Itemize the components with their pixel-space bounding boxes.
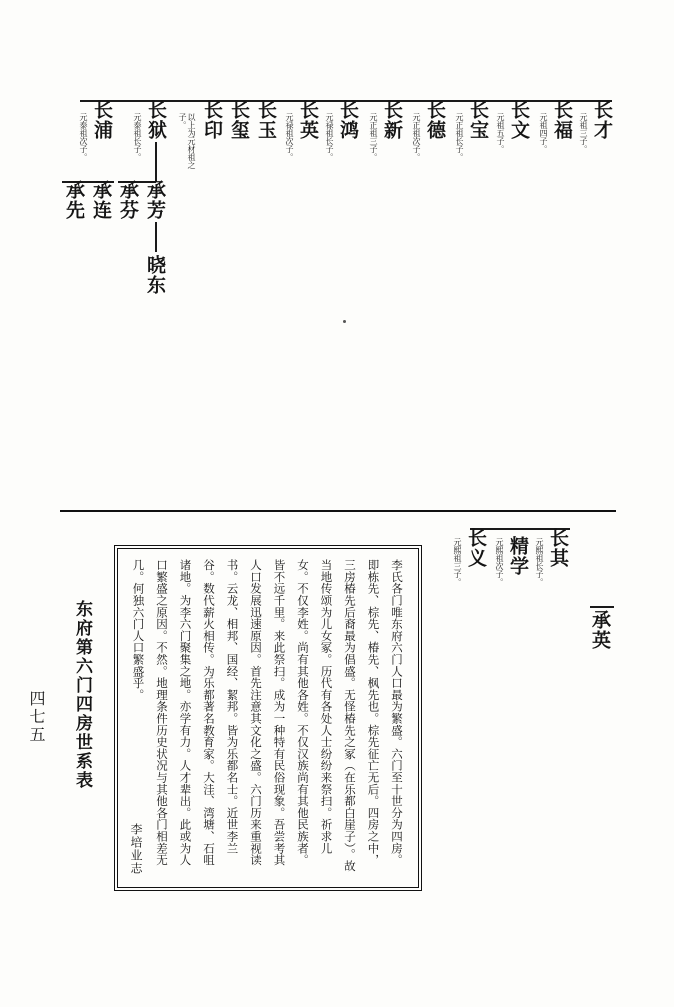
son-name: 承英: [589, 610, 611, 650]
connector-line: [155, 142, 157, 182]
member-note: 元祖三子。: [579, 113, 588, 153]
section-divider: [60, 510, 616, 512]
member-note: 元禄祖长子。: [325, 113, 334, 161]
note-author: 李培业志: [129, 823, 143, 875]
member-name: 长英: [297, 100, 319, 140]
member-name: 长福: [551, 100, 573, 140]
member-note: 元正祖三子。: [369, 113, 378, 161]
member-name: 长玺: [228, 100, 250, 140]
member-name: 精学: [507, 536, 529, 576]
member-note: 元祖四子。: [539, 113, 548, 153]
member-note: 元泰祖次子。: [79, 113, 88, 161]
member-note: 元熙祖次子。: [495, 538, 504, 586]
member-note: 元正祖长子。: [455, 113, 464, 161]
ink-speck: [343, 320, 346, 323]
note-text: 李氏各门唯东府六门人口最为繁盛。六门至十世分为四房。即栋先、棕先、椿先、枫先也。棕先征亡无后。四房之中，三房椿先后裔最为倡盛。无怪椿先之冢（在乐都白崖子）。故当地传颂为儿女冢。历代有各处人士纷纷来祭扫。祈求儿女。不仅李姓。尚有其他各姓。不仅汉族尚有其他民族者。皆不远千里。来此祭扫。成为一种特有民俗现象。吾尝考其人口发展迅速原因。首先注意其文化之盛。六门历来重视读书。云龙、相邦、国经、絜邦。皆为乐都名士。近世李兰谷。数代薪火相传。为乐都著名教育家。大洼、湾塘、石咀诸地。为李六门聚集之地。亦学有力。人才辈出。此或为人口繁盛之原因。不然。地理条件历史状况与其他各门相差无几。何独六门人口繁盛乎。: [131, 559, 404, 872]
member-name: 长宝: [467, 100, 489, 140]
member-name: 长浦: [91, 100, 113, 140]
member-name: 长狱: [145, 100, 167, 140]
member-note: 元泰祖长子。: [133, 113, 142, 161]
member-note: 元熙祖三子。: [453, 538, 462, 586]
member-name: 长新: [381, 100, 403, 140]
member-name: 长德: [424, 100, 446, 140]
member-note: 元熙祖长子。: [535, 538, 544, 586]
son-name: 承连: [90, 180, 112, 220]
member-name: 长文: [508, 100, 530, 140]
grandson-name: 晓东: [144, 255, 166, 295]
member-note: 元祖五子。: [496, 113, 505, 153]
member-name: 长义: [465, 528, 487, 568]
member-note: 元正祖次子。: [412, 113, 421, 161]
member-name: 长玉: [255, 100, 277, 140]
son-name: 承芬: [117, 180, 139, 220]
son-name: 承先: [63, 180, 85, 220]
member-name: 长其: [547, 528, 569, 568]
page-number: 四七五: [27, 690, 46, 744]
member-name: 长才: [591, 100, 613, 140]
connector-line: [590, 606, 614, 608]
member-name: 长印: [201, 100, 223, 140]
page-title: 东府第六门四房世系表: [72, 600, 92, 790]
connector-line: [155, 222, 157, 252]
member-note: 以上为元材祖之子。: [178, 113, 196, 169]
member-note: 元禄祖次子。: [285, 113, 294, 161]
son-name: 承芳: [144, 180, 166, 220]
member-name: 长鸿: [337, 100, 359, 140]
note-box: [117, 548, 419, 888]
